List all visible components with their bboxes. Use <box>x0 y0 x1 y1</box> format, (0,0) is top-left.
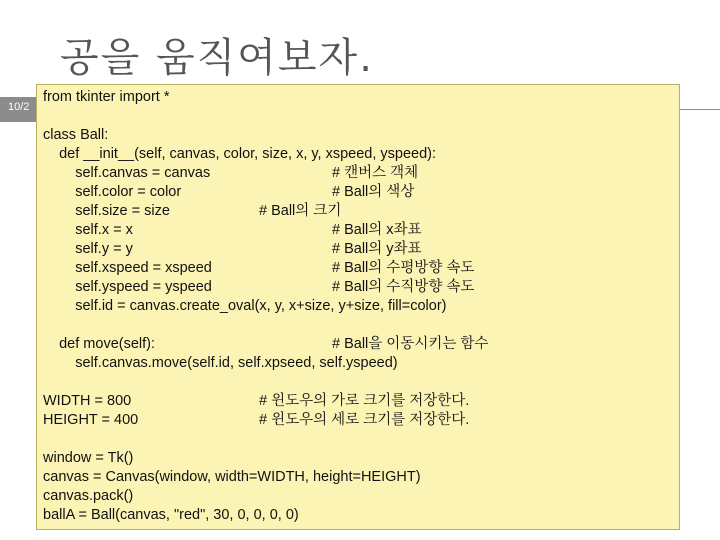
code-comment: # 캔버스 객체 <box>332 165 419 181</box>
code-line: self.size = size <box>43 203 170 219</box>
code-line: self.color = color <box>43 184 182 200</box>
code-line: ballA = Ball(canvas, "red", 30, 0, 0, 0, 0) <box>43 507 299 523</box>
code-comment: # Ball의 색상 <box>332 184 415 200</box>
code-line: self.yspeed = yspeed <box>43 279 212 295</box>
code-comment: # Ball을 이동시키는 함수 <box>332 336 489 352</box>
code-comment: # Ball의 크기 <box>259 203 342 219</box>
code-line: self.canvas.move(self.id, self.xpseed, self.yspeed) <box>43 355 398 371</box>
code-comment: # 윈도우의 세로 크기를 저장한다. <box>259 412 470 428</box>
code-line: window = Tk() <box>43 450 134 466</box>
code-line: self.canvas = canvas <box>43 165 211 181</box>
code-comment: # Ball의 수평방향 속도 <box>332 260 475 276</box>
code-comment: # 윈도우의 가로 크기를 저장한다. <box>259 393 470 409</box>
code-line: from tkinter import * <box>43 89 170 105</box>
code-line: self.x = x <box>43 222 133 238</box>
code-comment: # Ball의 수직방향 속도 <box>332 279 475 295</box>
title-rule <box>680 109 720 110</box>
code-line: HEIGHT = 400 <box>43 412 139 428</box>
code-line: canvas.pack() <box>43 488 134 504</box>
code-line: self.id = canvas.create_oval(x, y, x+size, y+size, fill=color) <box>43 298 447 314</box>
code-line: def move(self): <box>43 336 156 352</box>
code-line: self.xspeed = xspeed <box>43 260 212 276</box>
slide-title: 공을 움직여보자. <box>60 35 374 81</box>
code-comment: # Ball의 y좌표 <box>332 241 422 257</box>
slide-number: 10/2 <box>8 101 30 113</box>
code-line: canvas = Canvas(window, width=WIDTH, height=HEIGHT) <box>43 469 421 485</box>
code-comment: # Ball의 x좌표 <box>332 222 422 238</box>
code-block <box>36 84 680 530</box>
code-line: self.y = y <box>43 241 133 257</box>
code-line: WIDTH = 800 <box>43 393 132 409</box>
code-line: def __init__(self, canvas, color, size, x, y, xspeed, yspeed): <box>43 146 437 162</box>
code-line: class Ball: <box>43 127 109 143</box>
